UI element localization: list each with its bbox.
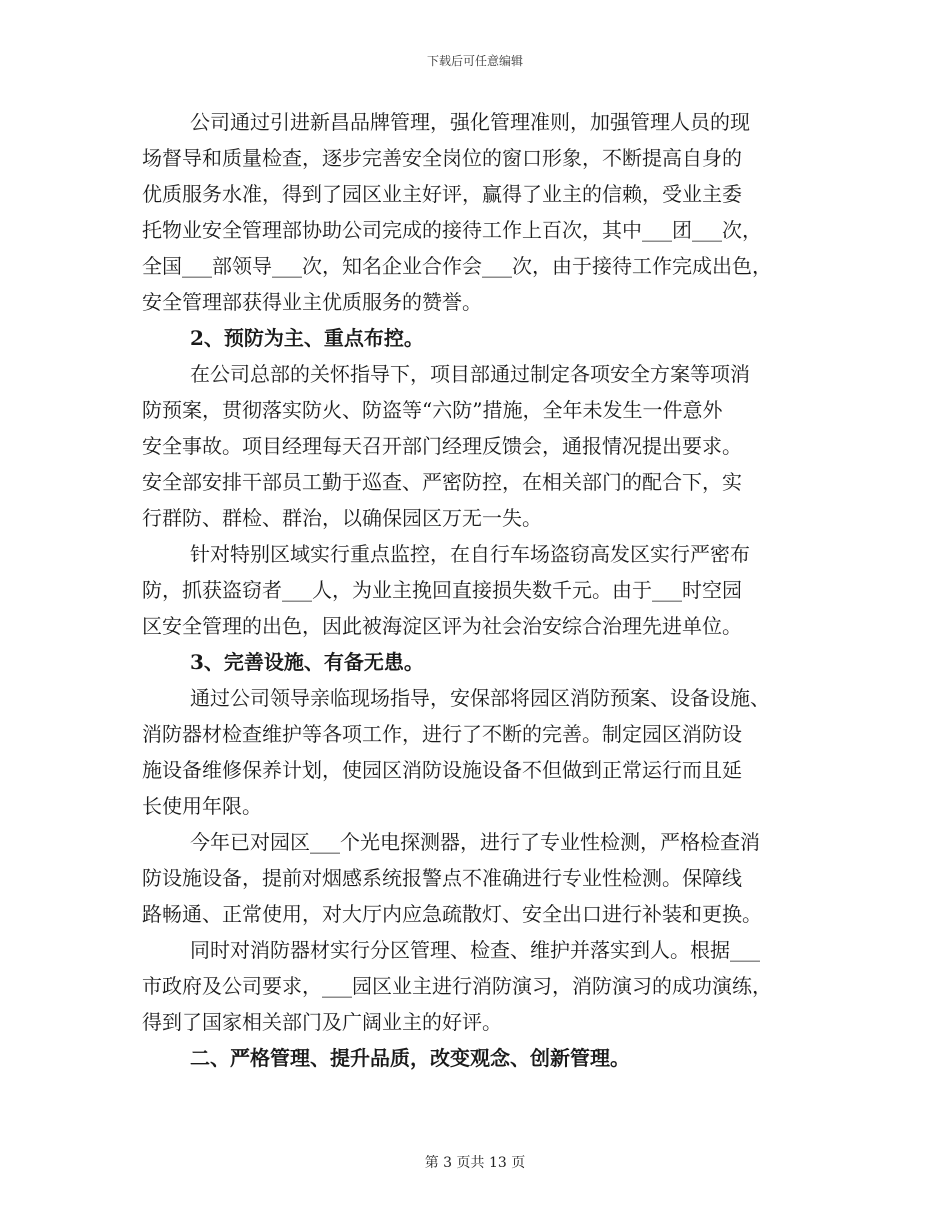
paragraph-line: 安全管理部获得业主优质服务的赞誉。	[142, 290, 482, 314]
paragraph-line: 场督导和质量检查，逐步完善安全岗位的窗口形象，不断提高自身的	[142, 146, 742, 170]
paragraph-line: 公司通过引进新昌品牌管理，强化管理准则，加强管理人员的现	[190, 110, 750, 134]
paragraph-line: 安全事故。项目经理每天召开部门经理反馈会，通报情况提出要求。	[142, 434, 742, 458]
section-heading: 二、严格管理、提升品质，改变观念、创新管理。	[190, 1046, 630, 1070]
paragraph-line: 通过公司领导亲临现场指导，安保部将园区消防预案、设备设施、	[190, 686, 770, 710]
paragraph-line: 行群防、群检、群治，以确保园区万无一失。	[142, 506, 542, 530]
paragraph-line: 优质服务水准，得到了园区业主好评，赢得了业主的信赖，受业主委	[142, 182, 742, 206]
paragraph-line: 得到了国家相关部门及广阔业主的好评。	[142, 1010, 502, 1034]
paragraph-line: 长使用年限。	[142, 794, 262, 818]
paragraph-line: 消防器材检查维护等各项工作，进行了不断的完善。制定园区消防设	[142, 722, 742, 746]
section-heading: 3、完善设施、有备无患。	[190, 650, 424, 674]
paragraph-line: 市政府及公司要求，___园区业主进行消防演习，消防演习的成功演练，	[142, 974, 772, 998]
paragraph-line: 在公司总部的关怀指导下，项目部通过制定各项安全方案等项消	[190, 362, 750, 386]
paragraph-line: 全国___部领导___次，知名企业合作会___次，由于接待工作完成出色，	[142, 254, 772, 278]
paragraph-line: 防设施设备，提前对烟感系统报警点不准确进行专业性检测。保障线	[142, 866, 742, 890]
paragraph-line: 施设备维修保养计划，使园区消防设施设备不但做到正常运行而且延	[142, 758, 742, 782]
paragraph-line: 针对特别区域实行重点监控，在自行车场盗窃高发区实行严密布	[190, 542, 750, 566]
paragraph-line: 防预案，贯彻落实防火、防盗等“六防”措施，全年未发生一件意外	[142, 398, 723, 422]
paragraph-line: 今年已对园区___个光电探测器，进行了专业性检测，严格检查消	[190, 830, 760, 854]
paragraph-line: 路畅通、正常使用，对大厅内应急疏散灯、安全出口进行补装和更换。	[142, 902, 762, 926]
paragraph-line: 同时对消防器材实行分区管理、检查、维护并落实到人。根据___	[190, 938, 760, 962]
section-heading: 2、预防为主、重点布控。	[190, 326, 424, 350]
paragraph-line: 防，抓获盗窃者___人，为业主挽回直接损失数千元。由于___时空园	[142, 578, 742, 602]
page-header: 下载后可任意编辑	[426, 54, 523, 68]
paragraph-line: 安全部安排干部员工勤于巡查、严密防控，在相关部门的配合下，实	[142, 470, 742, 494]
paragraph-line: 区安全管理的出色，因此被海淀区评为社会治安综合治理先进单位。	[142, 614, 742, 638]
paragraph-line: 托物业安全管理部协助公司完成的接待工作上百次，其中___团___次，	[142, 218, 762, 242]
page-footer: 第 3 页共 13 页	[424, 1155, 526, 1171]
